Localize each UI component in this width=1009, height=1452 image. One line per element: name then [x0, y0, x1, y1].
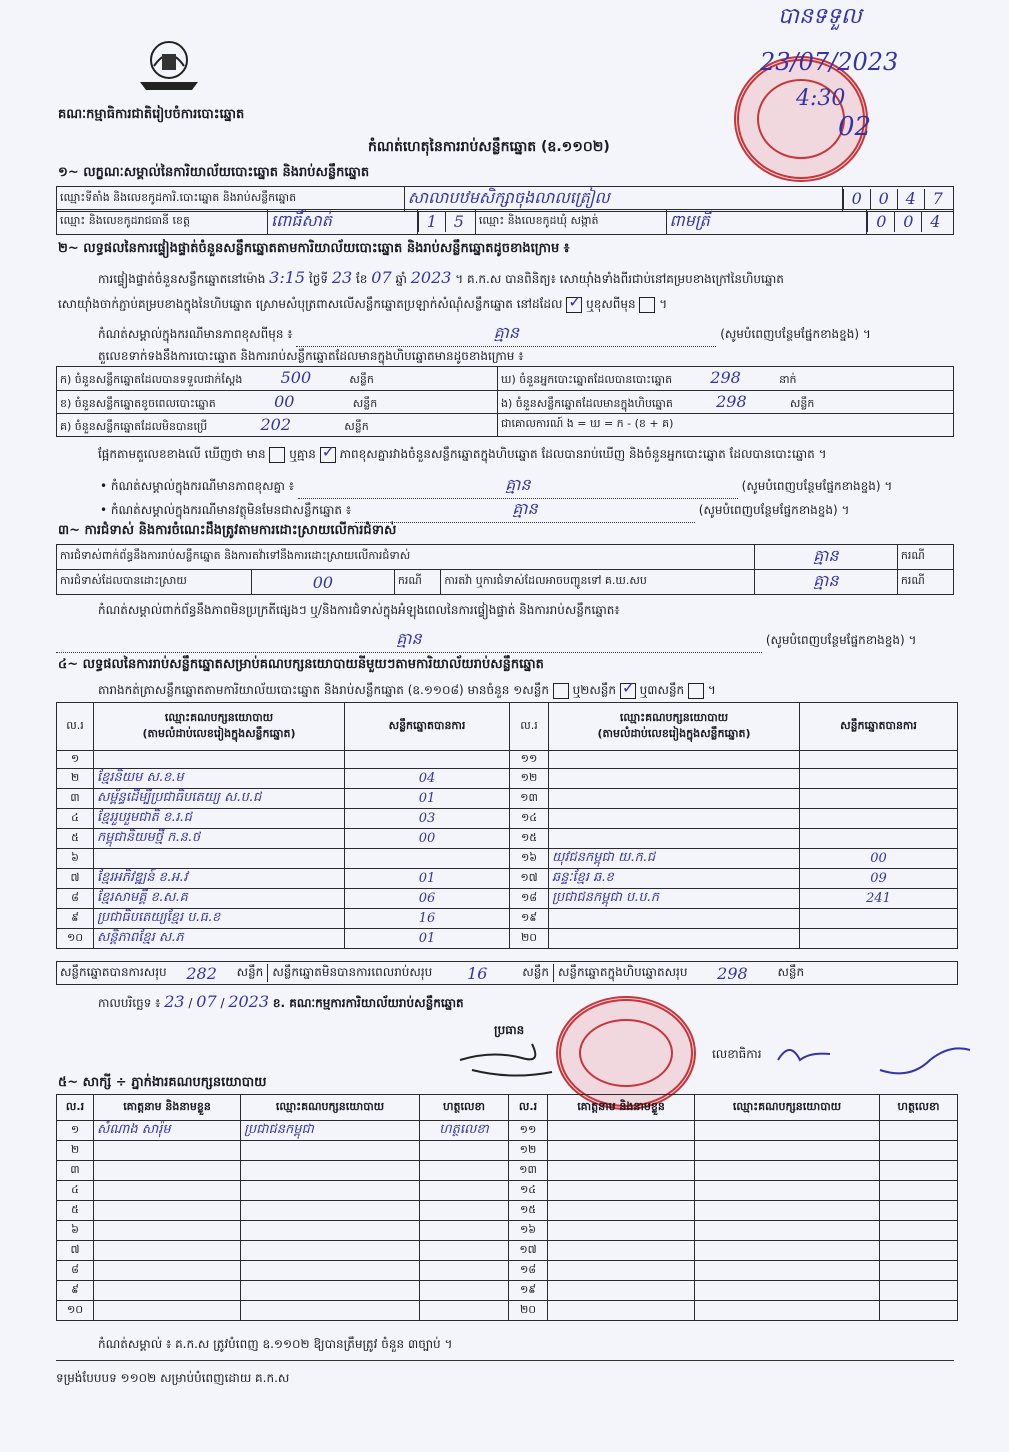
table-row — [57, 769, 958, 789]
spoiled-ballots-value: 00 — [274, 391, 295, 411]
chair-label: ប្រធាន — [494, 1023, 525, 1037]
section3-table: ការជំទាស់ពាក់ព័ន្ធនឹងការរាប់សន្លឹកឆ្នោត និងការតវ៉ាទៅនឹងការដោះស្រាយលើការជំទាស់ គ្មាន ករណី ការជំទាស់ដែលបានដោះស្រាយ 00 ករណី ការតវ៉ា ឬការជំទាស់ដែលអាចបញ្ជូនទៅ គ.ឃ.សប គ្មាន ករណី — [56, 544, 954, 595]
row-no: ៥ — [71, 830, 79, 844]
row-no: ៥ — [71, 1202, 79, 1216]
row-no: ៦ — [71, 1222, 79, 1236]
forwarded-label: ការតវ៉ា ឬការជំទាស់ដែលអាចបញ្ជូនទៅ គ.ឃ.សប — [441, 570, 754, 595]
row-no: ២ — [70, 770, 80, 784]
table-row — [57, 1201, 958, 1221]
row-no: ១៥ — [519, 1202, 537, 1216]
table-row — [57, 1241, 958, 1261]
section3-title: ៣~ ការជំទាស់ និងការចំណេះដឹងត្រូវតាមការដោះស្រាយលើការជំទាស់ — [58, 523, 397, 538]
row-no: ៤ — [71, 810, 79, 824]
polling-station-value: សាលាបឋមសិក្សាចុងលាលត្រៀល — [407, 188, 610, 207]
table-row — [57, 1181, 958, 1201]
row-no: ១៧ — [520, 870, 538, 884]
corner-date: 23/07/2023 — [760, 48, 899, 76]
party-votes: 16 — [418, 911, 436, 926]
resolved-value: 00 — [312, 572, 334, 592]
party-votes: 06 — [418, 891, 436, 906]
section1-title: ១~ លក្ខណៈសម្គាល់នៃការិយាល័យបោះឆ្នោត និងរាប់សន្លឹកឆ្នោត — [58, 165, 370, 180]
witness-signature: ហត្ថលេខា — [439, 1122, 489, 1137]
witness-name: សំណាង សារ៉ុម — [97, 1122, 171, 1137]
row-no: ១៦ — [519, 1222, 537, 1236]
change-note-line: កំណត់សម្គាល់ក្នុងករណីមានភាពខុសពីមុន ៖ គ្មាន (សូមបំពេញបន្ថែមផ្នែកខាងខ្នង) ។ — [98, 322, 954, 347]
row-no: ១៩ — [520, 910, 538, 924]
intact-checkbox[interactable]: ✓ — [568, 291, 582, 311]
footer-note: កំណត់សម្គាល់ ៖ គ.ក.ស ត្រូវបំពេញ ឧ.១១០២ ឱ្យបានត្រឹមត្រូវ ចំនួន ៣ច្បាប់ ។ — [98, 1337, 453, 1351]
unused-ballots-value: 202 — [260, 414, 291, 434]
witness-party: ប្រជាជនកម្ពុជា — [244, 1122, 314, 1137]
counts-table: ក) ចំនួនសន្លឹកឆ្នោតដែលបានទទួលជាក់ស្តែង 500 សន្លឹក ឃ) ចំនួនអ្នកបោះឆ្នោតដែលបានបោះឆ្នោត 298 នាក់ ខ) ចំនួនសន្លឹកឆ្នោតខូចពេលបោះឆ្នោត 00 សន្លឹក ង) ចំនួនសន្លឹកឆ្នោតដែលមានក្នុងហិបឆ្នោត 298 សន្លឹក គ) ចំនួនសន្លឹកឆ្នោតដែលមិនបានប្រើ 202 សន្លឹក ជាគោលការណ៍ ង = ឃ = ក - (ខ + គ) — [56, 366, 954, 437]
chair-signature — [452, 1030, 572, 1094]
section4-intro: តារាងកត់ត្រាសន្លឹកឆ្នោតតាមការិយាល័យបោះឆ្នោត និងរាប់សន្លឹកឆ្នោត (ឧ.១១០៨) មានចំនួន ១សន្លឹក ឬ២សន្លឹក ✓ ឬ៣សន្លឹក ។ — [98, 677, 716, 697]
row-no: ១០ — [66, 930, 84, 944]
corner-received-note: បានទទួល — [778, 4, 862, 29]
party-name: ឆន្ទៈខ្មែរ ឆ.ខ — [552, 870, 614, 885]
party-votes: 241 — [866, 891, 891, 906]
section4-title: ៤~ លទ្ធផលនៃការរាប់សន្លឹកឆ្នោតសម្រាប់គណបក្សនយោបាយនីមួយៗតាមការិយាល័យរាប់សន្លឹកឆ្នោត — [58, 657, 544, 672]
row-no: ១ — [70, 751, 80, 765]
polling-station-label: ឈ្មោះទីតាំង និងលេខកូដការិ.បោះឆ្នោត និងរាប់សន្លឹកឆ្នោត — [57, 187, 405, 212]
row-no: ១៦ — [520, 850, 538, 864]
ballots-in-box-value: 298 — [716, 391, 747, 411]
commune-code: 0 0 4 — [867, 210, 954, 235]
two-sheet-checkbox[interactable]: ✓ — [621, 677, 636, 697]
row-no: ១៤ — [520, 810, 538, 824]
table-row — [57, 1301, 958, 1321]
excess-note-line: • កំណត់សម្គាល់ក្នុងករណីមានវត្ថុមិនមែនជាសន្លឹកឆ្នោត ៖ គ្មាន (សូមបំពេញបន្ថែមផ្នែកខាងខ្នង) ។ — [100, 498, 849, 523]
table-row — [57, 889, 958, 909]
sign-date-year: 2023 — [228, 992, 270, 1011]
verify-line: ការផ្ទៀងផ្ទាត់ចំនួនសន្លឹកឆ្នោតនៅម៉ោង 3:15 ថ្ងៃទី 23 ខែ 07 ឆ្នាំ 2023 ។ គ.ក.ស បានពិនិត្យ៖ សោយ៉ាំងទាំងពីរជាប់នៅគម្របខាងក្រៅនៃហិបឆ្នោត — [98, 268, 784, 287]
party-votes: 01 — [418, 791, 436, 806]
three-sheet-checkbox[interactable] — [688, 683, 704, 699]
diff-note-line: • កំណត់សម្គាល់ក្នុងករណីមានភាពខុសគ្នា ៖ គ្មាន (សូមបំពេញបន្ថែមផ្នែកខាងខ្នង) ។ — [100, 474, 892, 499]
row-no: ១ — [70, 1122, 80, 1136]
row-no: ៨ — [71, 890, 79, 904]
corner-time: 4:30 — [796, 86, 846, 111]
party-votes: 00 — [870, 851, 887, 866]
party-name: ខ្មែរនិយម ស.ខ.ម — [97, 770, 184, 785]
row-no: ១៥ — [520, 830, 538, 844]
form-title: កំណត់ហេតុនៃការរាប់សន្លឹកឆ្នោត (ឧ.១១០២) — [368, 139, 610, 155]
row-no: ៨ — [71, 1262, 79, 1276]
party-votes: 00 — [418, 831, 436, 846]
total-valid-value: 282 — [186, 963, 217, 983]
table-row — [57, 909, 958, 929]
corner-code: 02 — [838, 112, 872, 142]
total-box-value: 298 — [717, 963, 748, 983]
row-no: ១៣ — [519, 1162, 537, 1176]
table-row — [57, 809, 958, 829]
sign-date-line: កាលបរិច្ឆេទ ៖ 23 / 07 / 2023 ខ. គណៈកម្មការការិយាល័យរាប់សន្លឹកឆ្នោត — [98, 992, 464, 1011]
footer-divider — [56, 1360, 954, 1361]
row-no: ២ — [70, 1142, 80, 1156]
table-row — [57, 1281, 958, 1301]
row-no: ៩ — [71, 910, 79, 924]
resolved-label: ការជំទាស់ដែលបានដោះស្រាយ — [57, 570, 252, 595]
row-no: ៩ — [71, 1282, 79, 1296]
party-name: ខ្មែររួបរួមជាតិ ខ.រ.ជ — [97, 810, 192, 825]
party-votes: 03 — [418, 811, 436, 826]
row-no: ៣ — [70, 790, 80, 804]
row-no: ១៣ — [520, 790, 538, 804]
org-name: គណៈកម្មាធិការជាតិរៀបចំការបោះឆ្នោត — [58, 107, 245, 122]
province-code: 1 5 — [417, 210, 475, 235]
row-no: ២០ — [520, 930, 538, 944]
party-name: ខ្មែរសាមគ្គី ខ.ស.គ — [97, 890, 188, 905]
party-votes: 01 — [418, 931, 436, 946]
party-name: ប្រជាធិបតេយ្យខ្មែរ ប.ធ.ខ — [97, 910, 221, 925]
table-row — [57, 751, 958, 769]
table-row — [57, 1221, 958, 1241]
row-no: ១១ — [520, 751, 538, 765]
change-note-value: គ្មាន — [493, 323, 520, 342]
row-no: ៤ — [71, 1182, 79, 1196]
row-no: ១០ — [66, 1302, 84, 1316]
party-name: ប្រជាជនកម្ពុជា ប.ប.ក — [552, 890, 660, 905]
table-row — [57, 1121, 958, 1141]
province-label: ឈ្មោះ និងលេខកូដរាជធានី ខេត្ត — [57, 210, 268, 235]
party-votes: 04 — [418, 771, 436, 786]
section1-table-row2 — [56, 209, 954, 235]
table-row — [57, 869, 958, 889]
one-sheet-checkbox[interactable] — [553, 683, 569, 699]
party-votes: 09 — [870, 871, 887, 886]
sign-date-day: 23 — [164, 992, 185, 1011]
table-row — [57, 1141, 958, 1161]
commune-value: ពាមត្រី — [669, 211, 710, 230]
has-diff-checkbox[interactable] — [269, 447, 285, 463]
party-results-table: ល.រ ឈ្មោះគណបក្សនយោបាយ (តាមលំដាប់លេខរៀងក្នុងសន្លឹកឆ្នោត) សន្លឹកឆ្នោតបានការ ល.រ ឈ្មោះគណបក្សនយោបាយ (តាមលំដាប់លេខរៀងក្នុងសន្លឹកឆ្នោត) សន្លឹកឆ្នោតបានការ ១ ១១ ២ ខ្មែរនិយម ស.ខ.ម 04 ១២ ៣ សម្ព័ន្ធដើម្បីប្រជាធិបតេយ្យ ស.ប.ជ 01 ១៣ ៤ ខ្មែររួបរួមជាតិ ខ.រ.ជ 03 ១៤ ៥ កម្ពុជានិយមថ្មី ក.ន.ថ 00 ១៥ ៦ ១៦ យុវជនកម្ពុជា យ.ក.ជ 00 ៧ ខ្មែរអភិវឌ្ឍន៍ ខ.អ.វ 01 ១៧ ឆន្ទៈខ្មែរ ឆ.ខ 09 ៨ ខ្មែរសាមគ្គី ខ.ស.គ 06 ១៨ ប្រជាជនកម្ពុជា ប.ប.ក 241 ៩ ប្រជាធិបតេយ្យខ្មែរ ប.ធ.ខ 16 ១៩ ១០ សន្តិភាពខ្មែរ ស.ភ 01 ២០ — [56, 702, 958, 949]
verify-line2: សោយ៉ាំងចាក់ភ្ជាប់គម្របខាងក្នុងនៃហិបឆ្នោត ស្រោមសំបុត្រពាសលើសន្លឹកឆ្នោតប្រឡាក់សំណុំសន្លឹកឆ្នោត នៅដដែល ✓ ឬខុសពីមុន ។ — [58, 291, 668, 311]
emblem-logo — [134, 36, 204, 98]
row-no: ១៧ — [519, 1242, 537, 1256]
party-name: ខ្មែរអភិវឌ្ឍន៍ ខ.អ.វ — [97, 870, 188, 885]
sign-date-month: 07 — [196, 992, 217, 1011]
irregularity-note-value: គ្មាន — [396, 629, 422, 648]
table-row — [57, 1261, 958, 1281]
irregularity-note-line: គ្មាន (សូមបំពេញបន្ថែមផ្នែកខាងខ្នង) ។ — [56, 628, 916, 653]
verify-year: 2023 — [410, 268, 452, 287]
official-seal-bottom — [556, 996, 696, 1110]
section2-title: ២~ លទ្ធផលនៃការផ្ទៀងផ្ទាត់ចំនួនសន្លឹកឆ្នោតតាមការិយាល័យបោះឆ្នោត និងរាប់សន្លឹកឆ្នោតដូចខាងក្រោម ៖ — [58, 241, 570, 256]
total-invalid-value: 16 — [467, 963, 488, 983]
section5-title: ៥~ សាក្សី ÷ ភ្នាក់ងារគណបក្សនយោបាយ — [58, 1075, 267, 1090]
counts-intro: តួលេខទាក់ទងនឹងការបោះឆ្នោត និងការរាប់សន្លឹកឆ្នោតដែលមានក្នុងហិបឆ្នោតមានដូចខាងក្រោម ៖ — [98, 349, 524, 363]
verify-month: 07 — [371, 268, 392, 287]
row-no: ៣ — [70, 1162, 80, 1176]
province-value: ពោធិ៍សាត់ — [270, 211, 332, 230]
objections-value: គ្មាន — [813, 546, 839, 565]
secretary-signature — [770, 1030, 980, 1094]
received-ballots-value: 500 — [280, 368, 312, 387]
table-row — [57, 1161, 958, 1181]
table-row — [57, 789, 958, 809]
row-no: ១៨ — [520, 890, 538, 904]
witness-table: ល.រ គោត្តនាម និងនាមខ្លួន ឈ្មោះគណបក្សនយោបាយ ហត្ថលេខា ល.រ គោត្តនាម និងនាមខ្លួន ឈ្មោះគណបក្សនយោបាយ ហត្ថលេខា ១ សំណាង សារ៉ុម ប្រជាជនកម្ពុជា ហត្ថលេខា ១១ ២ ១២ ៣ ១៣ ៤ ១៤ ៥ ១៥ ៦ ១៦ ៧ ១៧ ៨ ១៨ ៩ ១៩ ១០ ២០ — [56, 1094, 958, 1321]
bottom-note: ទម្រង់បែបបទ ១១០២ សម្រាប់បំពេញដោយ គ.ក.ស — [56, 1371, 290, 1385]
forwarded-value: គ្មាន — [813, 571, 839, 590]
irregularity-note-label: កំណត់សម្គាល់ពាក់ព័ន្ធនឹងភាពមិនប្រក្រតីផ្សេងៗ ឬ/និងការជំទាស់ក្នុងអំឡុងពេលនៃការផ្ទៀងផ្ទាត់ និងការរាប់សន្លឹកឆ្នោត៖ — [98, 603, 620, 617]
party-name: យុវជនកម្ពុជា យ.ក.ជ — [552, 850, 656, 865]
party-name: សន្តិភាពខ្មែរ ស.ភ — [97, 930, 184, 945]
table-row — [57, 849, 958, 869]
no-diff-checkbox[interactable]: ✓ — [321, 441, 336, 461]
row-no: ២០ — [519, 1302, 537, 1316]
row-no: ១២ — [519, 1142, 537, 1156]
excess-note-value: គ្មាន — [512, 499, 538, 518]
verify-day: 23 — [331, 268, 353, 287]
verify-time: 3:15 — [269, 268, 306, 287]
row-no: ៧ — [70, 1242, 80, 1256]
secretary-label: លេខាធិការ — [712, 1047, 762, 1061]
row-no: ១៩ — [519, 1282, 537, 1296]
objections-label: ការជំទាស់ពាក់ព័ន្ធនឹងការរាប់សន្លឹកឆ្នោត និងការតវ៉ាទៅនឹងការដោះស្រាយលើការជំទាស់ — [57, 545, 755, 570]
voters-value: 298 — [710, 368, 741, 387]
totals-row: សន្លឹកឆ្នោតបានការសរុប 282 សន្លឹក សន្លឹកឆ្នោតមិនបានការពេលរាប់សរុប 16 សន្លឹក សន្លឹកឆ្នោតក្នុងហិបឆ្នោតសរុប 298 សន្លឹក — [56, 961, 958, 985]
polling-station-code: 0 0 4 7 — [842, 187, 953, 212]
diff-note-value: គ្មាន — [505, 475, 531, 494]
row-no: ១១ — [519, 1122, 537, 1136]
party-name: សម្ព័ន្ធដើម្បីប្រជាធិបតេយ្យ ស.ប.ជ — [97, 790, 262, 805]
compare-line: ផ្អែកតាមតួលេខខាងលើ ឃើញថា មាន ឬគ្មាន ✓ ភាពខុសគ្នារវាងចំនួនសន្លឹកឆ្នោតក្នុងហិបឆ្នោត ដែលបានរាប់ឃើញ និងចំនួនអ្នកបោះឆ្នោត ដែលបានបោះឆ្នោត ។ — [98, 441, 827, 461]
table-row — [57, 829, 958, 849]
row-no: ៦ — [71, 850, 79, 864]
row-no: ១២ — [520, 770, 538, 784]
row-no: ១៤ — [519, 1182, 537, 1196]
changed-checkbox[interactable] — [639, 297, 655, 313]
row-no: ៧ — [70, 870, 80, 884]
table-row — [57, 929, 958, 949]
row-no: ១៨ — [519, 1262, 537, 1276]
commune-label: ឈ្មោះ និងលេខកូដឃុំ សង្កាត់ — [475, 210, 666, 235]
party-votes: 01 — [418, 871, 436, 886]
formula: ជាគោលការណ៍ ង = ឃ = ក - (ខ + គ) — [498, 414, 954, 437]
party-name: កម្ពុជានិយមថ្មី ក.ន.ថ — [97, 830, 201, 845]
